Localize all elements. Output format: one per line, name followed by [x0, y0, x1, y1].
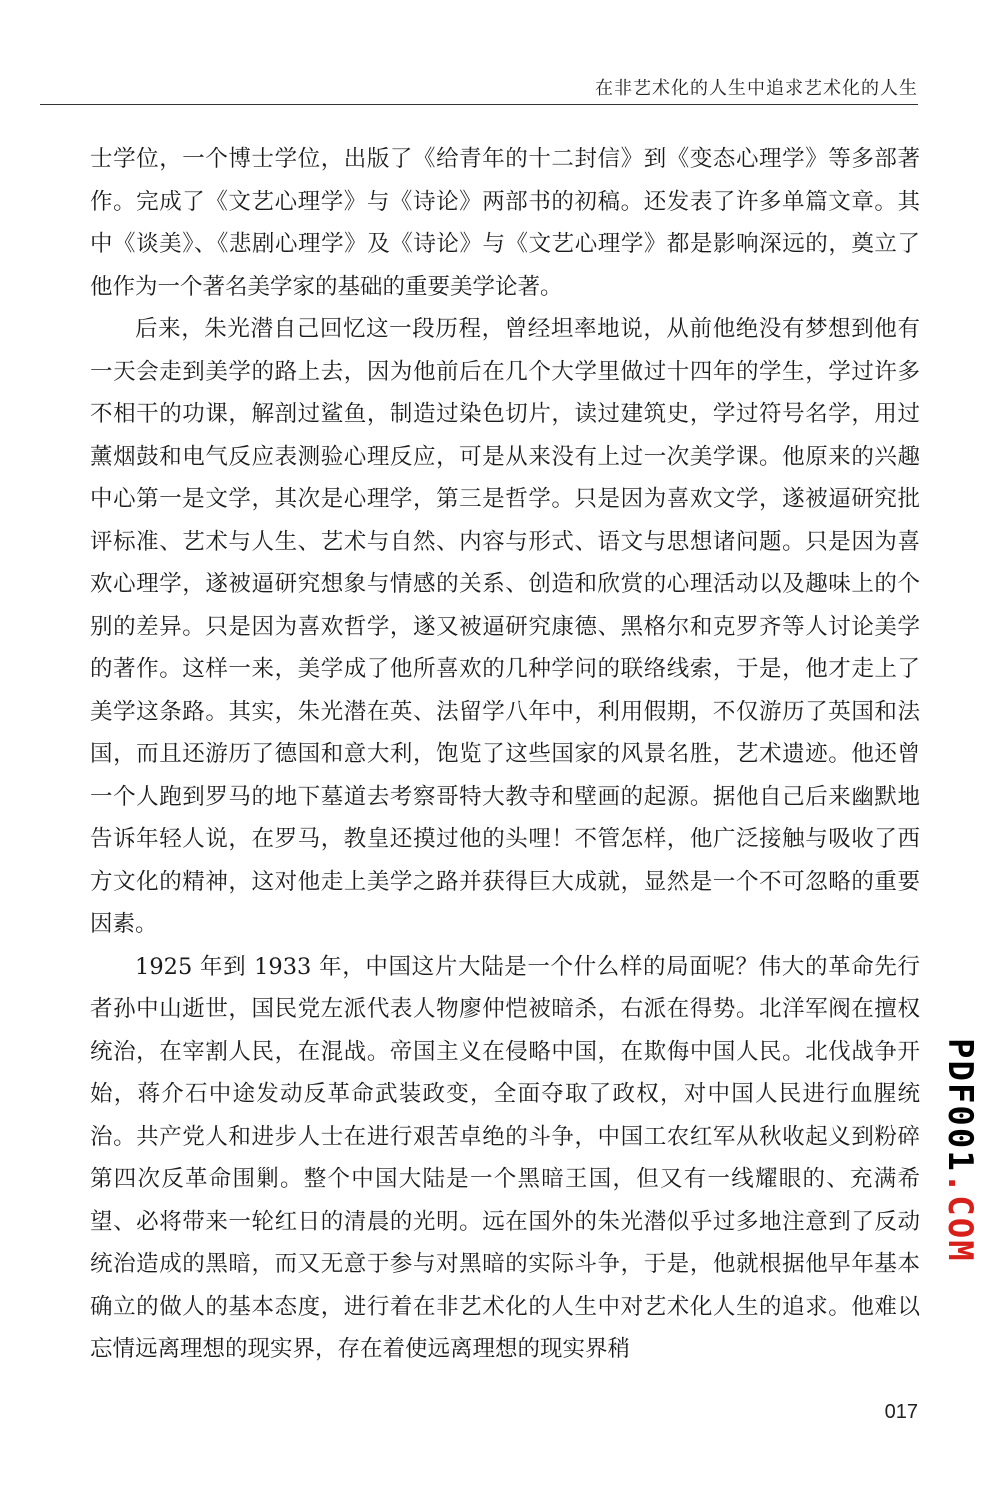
header-divider	[40, 104, 918, 105]
page-number: 017	[884, 1401, 918, 1423]
watermark-domain-suffix: .COM	[940, 1172, 980, 1263]
watermark-logo	[940, 1038, 980, 1263]
paragraph: 1925 年到 1933 年，中国这片大陆是一个什么样的局面呢？伟大的革命先行者孙中山逝世，国民党左派代表人物廖仲恺被暗杀，右派在得势。北洋军阀在擅权统治，在宰割人民，在混战。帝国主义在侵略中国，在欺侮中国人民。北伐战争开始，蒋介石中途发动反革命武装政变，全面夺取了政权，对中国人民进行血腥统治。共产党人和进步人士在进行艰苦卓绝的斗争，中国工农红军从秋收起义到粉碎第四次反革命围剿。整个中国大陆是一个黑暗王国，但又有一线耀眼的、充满希望、必将带来一轮红日的清晨的光明。远在国外的朱光潜似乎过多地注意到了反动统治造成的黑暗，而又无意于参与对黑暗的实际斗争，于是，他就根据他早年基本确立的做人的基本态度，进行着在非艺术化的人生中对艺术化人生的追求。他难以忘情远离理想的现实界，存在着使远离理想的现实界稍	[90, 953, 920, 1362]
body-text	[90, 138, 920, 1371]
paragraph: 后来，朱光潜自己回忆这一段历程，曾经坦率地说，从前他绝没有梦想到他有一天会走到美学的路上去，因为他前后在几个大学里做过十四年的学生，学过许多不相干的功课，解剖过鲨鱼，制造过染色切片，读过建筑史，学过符号名学，用过薰烟鼓和电气反应表测验心理反应，可是从来没有上过一次美学课。他原来的兴趣中心第一是文学，其次是心理学，第三是哲学。只是因为喜欢文学，遂被逼研究批评标准、艺术与人生、艺术与自然、内容与形式、语文与思想诸问题。只是因为喜欢心理学，遂被逼研究想象与情感的关系、创造和欣赏的心理活动以及趣味上的个别的差异。只是因为喜欢哲学，遂又被逼研究康德、黑格尔和克罗齐等人讨论美学的著作。这样一来，美学成了他所喜欢的几种学问的联络线索，于是，他才走上了美学这条路。其实，朱光潜在英、法留学八年中，利用假期，不仅游历了英国和法国，而且还游历了德国和意大利，饱览了这些国家的风景名胜，艺术遗迹。他还曾一个人跑到罗马的地下墓道去考察哥特大教寺和壁画的起源。据他自己后来幽默地告诉年轻人说，在罗马，教皇还摸过他的头哩！不管怎样，他广泛接触与吸收了西方文化的精神，这对他走上美学之路并获得巨大成就，显然是一个不可忽略的重要因素。	[90, 316, 920, 937]
paragraph-continued: 士学位，一个博士学位，出版了《给青年的十二封信》到《变态心理学》等多部著作。完成了《文艺心理学》与《诗论》两部书的初稿。还发表了许多单篇文章。其中《谈美》、《悲剧心理学》及《诗论》与《文艺心理学》都是影响深远的，奠立了他作为一个著名美学家的基础的重要美学论著。	[90, 146, 920, 300]
running-header-title: 在非艺术化的人生中追求艺术化的人生	[595, 78, 918, 99]
watermark-brand: PDF001	[940, 1038, 980, 1173]
